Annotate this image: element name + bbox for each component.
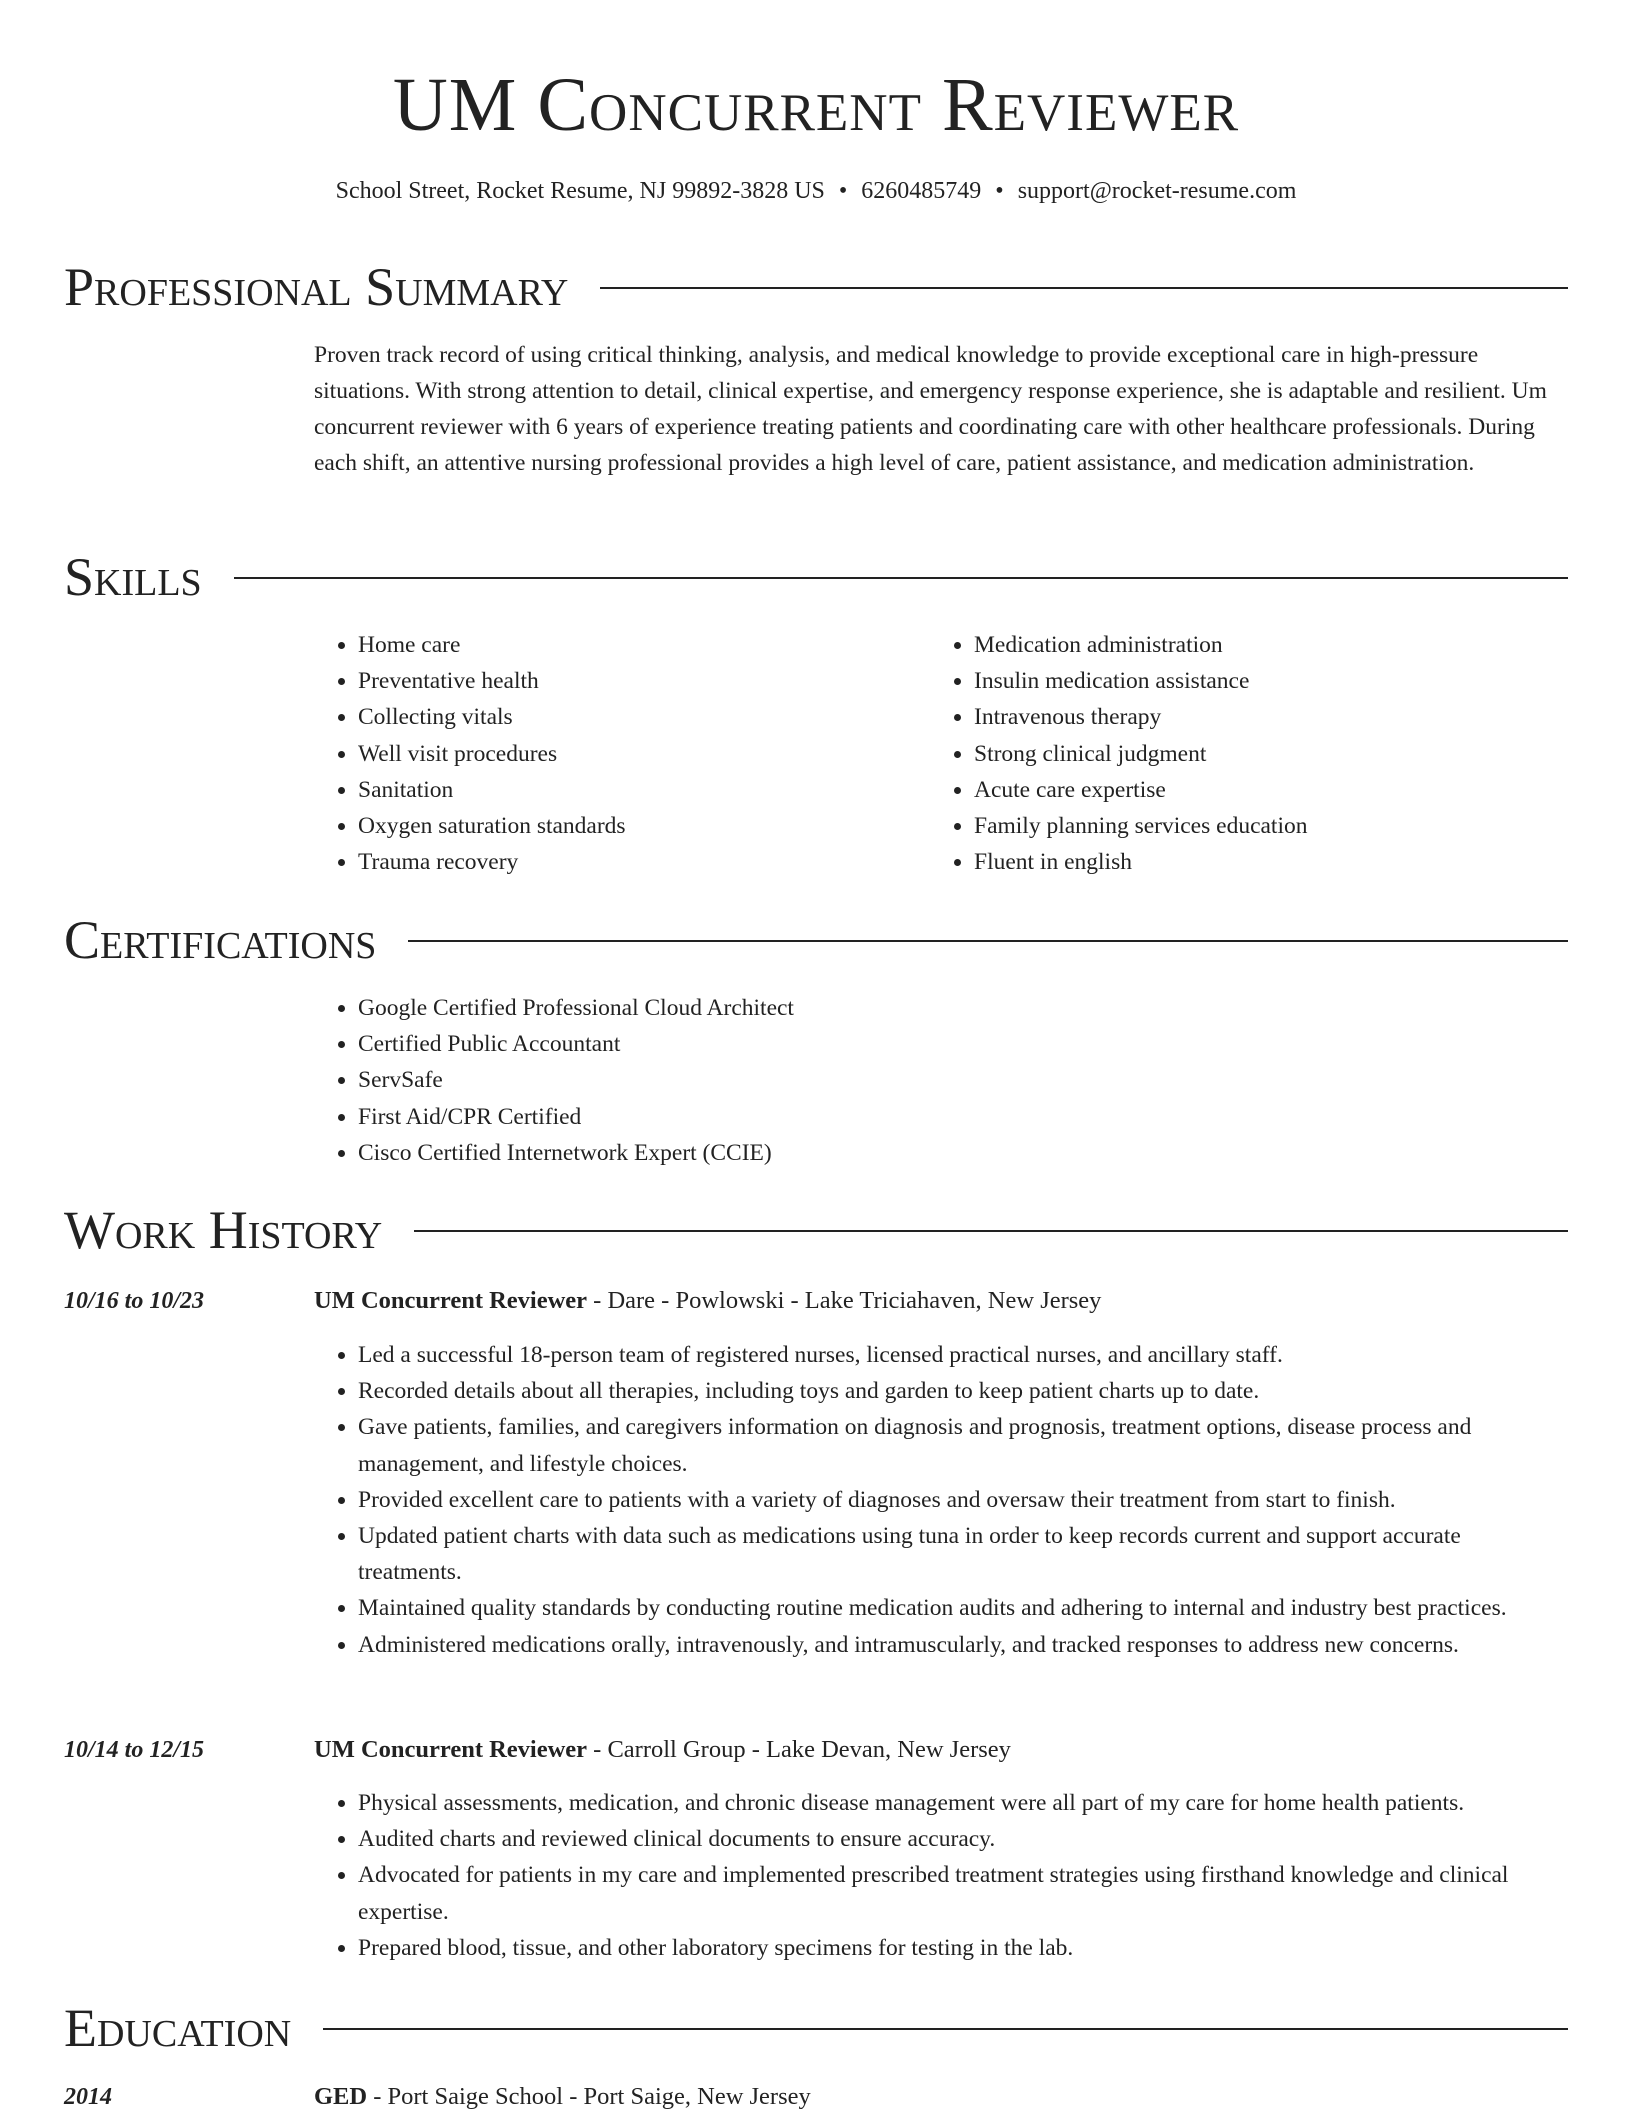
skill-item: • Intravenous therapy — [974, 699, 1570, 735]
job-bullet: • Prepared blood, tissue, and other laboratory specimens for testing in the lab. — [358, 1930, 1570, 1966]
skill-item: • Oxygen saturation standards — [358, 808, 914, 844]
skills-list-left — [314, 627, 914, 880]
certification-item: • ServSafe — [358, 1062, 794, 1098]
section-divider — [234, 577, 1568, 579]
section-divider — [414, 1230, 1568, 1232]
skill-item: • Medication administration — [974, 627, 1570, 663]
certifications-section-header — [64, 908, 1568, 972]
job-bullet: • Provided excellent care to patients with a variety of diagnoses and oversaw their treatment from start to finish. — [358, 1482, 1570, 1518]
contact-address: School Street, Rocket Resume, NJ 99892-3828 US — [335, 178, 825, 204]
education-details: - Port Saige School - Port Saige, New Jersey — [367, 2083, 811, 2110]
education-heading — [314, 2080, 811, 2114]
skills-section-header — [64, 545, 1568, 609]
contact-separator: • — [838, 178, 848, 204]
contact-separator: • — [995, 178, 1004, 204]
education-degree: GED — [314, 2083, 368, 2110]
job-bullets — [314, 1337, 1570, 1663]
contact-phone: 6260485749 — [861, 178, 982, 204]
summary-text: Proven track record of using critical thinking, analysis, and medical knowledge to provide exceptional care in high-pressure situations. With strong attention to detail, clinical expertise, and emergency response experience, she is adaptable and resilient. Um concurrent reviewer with 6 years of experience treating patients and coordinating care with other healthcare professionals. During each shift, an attentive nursing professional provides a high level of care, patient assistance, and medication administration. — [314, 342, 1547, 476]
summary-section-title: Professional Summary — [64, 257, 569, 317]
job-dates: 10/16 to 10/23 — [64, 1288, 205, 1314]
education-section-header — [64, 1996, 1568, 2060]
job-bullet: • Recorded details about all therapies, including toys and garden to keep patient charts up to date. — [358, 1373, 1570, 1409]
skill-item: • Preventative health — [358, 663, 914, 699]
job-bullet: • Updated patient charts with data such as medications using tuna in order to keep records current and support accurate treatments. — [358, 1518, 1570, 1590]
skill-item: • Collecting vitals — [358, 699, 914, 735]
education-section-title: Education — [64, 1998, 292, 2058]
section-divider — [408, 940, 1568, 942]
section-divider — [600, 287, 1568, 289]
job-heading — [314, 1284, 1101, 1318]
contact-line — [0, 174, 1632, 208]
job-bullet: • Led a successful 18-person team of registered nurses, licensed practical nurses, and ancillary staff. — [358, 1337, 1570, 1373]
skills-section-title: Skills — [64, 547, 202, 607]
job-bullets — [314, 1785, 1570, 1966]
skills-list-right — [930, 627, 1570, 880]
certification-item: • Google Certified Professional Cloud Architect — [358, 990, 794, 1026]
job-details: - Carroll Group - Lake Devan, New Jersey — [587, 1736, 1011, 1763]
skill-item: • Trauma recovery — [358, 844, 914, 880]
contact-email[interactable]: support@rocket-resume.com — [1017, 178, 1297, 204]
skill-item: • Strong clinical judgment — [974, 736, 1570, 772]
skill-item: • Home care — [358, 627, 914, 663]
summary-section-header — [64, 255, 1568, 319]
skill-item: • Fluent in english — [974, 844, 1570, 880]
skill-item: • Well visit procedures — [358, 736, 914, 772]
job-bullet: • Gave patients, families, and caregivers information on diagnosis and prognosis, treatment options, disease process and management, and lifestyle choices. — [358, 1409, 1570, 1481]
skill-item: • Sanitation — [358, 772, 914, 808]
job-title: UM Concurrent Reviewer — [314, 1287, 588, 1314]
job-bullet: • Audited charts and reviewed clinical documents to ensure accuracy. — [358, 1821, 1570, 1857]
skill-item: • Insulin medication assistance — [974, 663, 1570, 699]
certifications-list — [314, 990, 794, 1171]
section-divider — [323, 2028, 1568, 2030]
certification-item: • Cisco Certified Internetwork Expert (CCIE) — [358, 1135, 794, 1171]
certifications-section-title: Certifications — [64, 910, 377, 970]
work-section-header — [64, 1198, 1568, 1262]
job-bullet: • Administered medications orally, intravenously, and intramuscularly, and tracked responses to address new concerns. — [358, 1627, 1570, 1663]
job-bullet: • Advocated for patients in my care and implemented prescribed treatment strategies using firsthand knowledge and clinical expertise. — [358, 1857, 1570, 1929]
job-details: - Dare - Powlowski - Lake Triciahaven, New Jersey — [587, 1287, 1102, 1314]
job-bullet: • Maintained quality standards by conducting routine medication audits and adhering to internal and industry best practices. — [358, 1590, 1570, 1626]
work-section-title: Work History — [64, 1200, 383, 1260]
certification-item: • Certified Public Accountant — [358, 1026, 794, 1062]
job-bullet: • Physical assessments, medication, and chronic disease management were all part of my care for home health patients. — [358, 1785, 1570, 1821]
education-year: 2014 — [64, 2084, 112, 2110]
resume-name: UM Concurrent Reviewer — [392, 63, 1240, 147]
job-dates: 10/14 to 12/15 — [64, 1737, 205, 1763]
job-title: UM Concurrent Reviewer — [314, 1736, 588, 1763]
job-heading — [314, 1733, 1011, 1767]
certification-item: • First Aid/CPR Certified — [358, 1099, 794, 1135]
skill-item: • Acute care expertise — [974, 772, 1570, 808]
skill-item: • Family planning services education — [974, 808, 1570, 844]
